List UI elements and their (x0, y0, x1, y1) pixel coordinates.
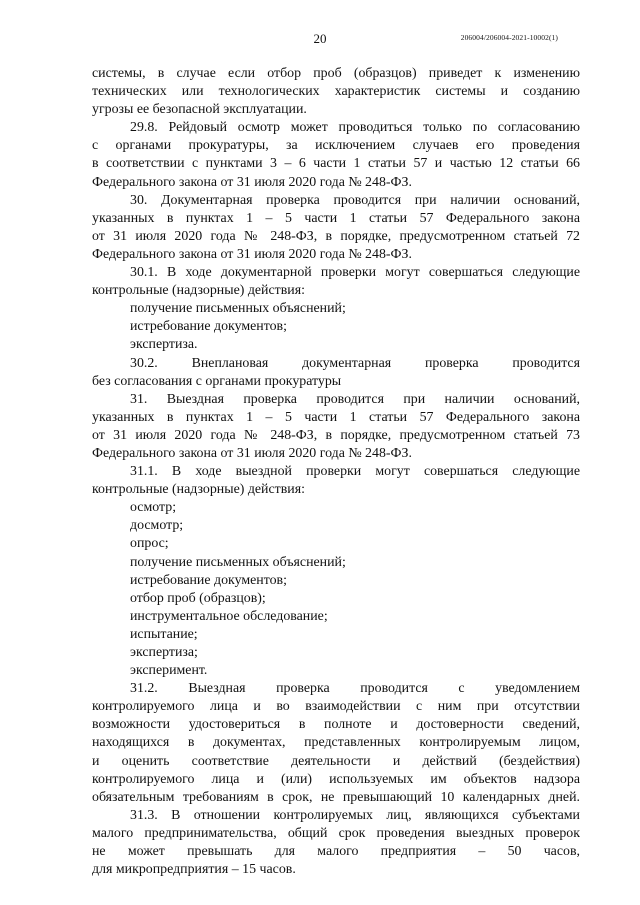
text-line: 30.1. В ходе документарной проверки могут совершаться следующие (130, 265, 580, 281)
text-line: 30.2. Внеплановая документарная проверка проводится (130, 355, 580, 371)
list-item-line: экспертиза. (130, 337, 198, 353)
text-line: малого предпринимательства, общий срок проведения выездных проверок (92, 825, 580, 841)
page-number: 20 (313, 31, 327, 46)
text-line: указанных в пунктах 1 – 5 части 1 статьи 57 Федерального закона (92, 210, 580, 226)
text-line: без согласования с органами прокуратуры (92, 373, 342, 389)
text-line: в соответствии с пунктами 3 – 6 части 1 статьи 57 и частью 12 статьи 66 (92, 156, 580, 172)
text-line: от 31 июля 2020 года № 248-ФЗ, в порядке, предусмотренном статьей 73 (92, 427, 580, 443)
text-line: Федерального закона от 31 июля 2020 года № 248-ФЗ. (92, 445, 412, 461)
text-line: системы, в случае если отбор проб (образцов) приведет к изменению (92, 66, 580, 81)
text-line: контролируемого лица и во взаимодействии с ним при отсутствии (92, 699, 580, 715)
text-line: технических или технологических характеристик системы и созданию (92, 84, 580, 100)
text-line: контролируемого лица и (или) используемых им объектов надзора (92, 771, 580, 787)
document-code: 206004/206004-2021-10002(1) (460, 33, 558, 42)
text-line: 31.3. В отношении контролируемых лиц, являющихся субъектами (130, 807, 580, 823)
text-line: Федерального закона от 31 июля 2020 года № 248-ФЗ. (92, 246, 412, 262)
list-item-line: отбор проб (образцов); (130, 590, 266, 606)
text-line: контрольные (надзорные) действия: (92, 482, 305, 498)
text-line: 29.8. Рейдовый осмотр может проводиться только по согласованию (130, 120, 580, 136)
text-line: с органами прокуратуры, за исключением случаев его проведения (92, 138, 580, 154)
list-item-line: получение письменных объяснений; (130, 301, 346, 317)
text-line: 31. Выездная проверка проводится при наличии оснований, (130, 391, 580, 407)
text-line: обязательным требованиям в срок, не превышающий 10 календарных дней. (92, 789, 580, 805)
list-item-line: получение письменных объяснений; (130, 554, 346, 570)
text-line: для микропредприятия – 15 часов. (92, 862, 296, 878)
text-line: от 31 июля 2020 года № 248-ФЗ, в порядке, предусмотренном статьей 72 (92, 228, 580, 244)
text-line: и оценить соответствие деятельности и действий (бездействия) (92, 753, 580, 769)
list-item-line: досмотр; (130, 518, 184, 534)
list-item-line: истребование документов; (130, 319, 287, 335)
text-line: 30. Документарная проверка проводится при наличии оснований, (130, 192, 580, 208)
text-line: Федерального закона от 31 июля 2020 года № 248-ФЗ. (92, 174, 412, 190)
text-line: контрольные (надзорные) действия: (92, 283, 305, 299)
list-item-line: эксперимент. (130, 663, 208, 679)
list-item-line: истребование документов; (130, 572, 287, 588)
text-line: 31.1. В ходе выездной проверки могут совершаться следующие (130, 464, 580, 480)
text-line: указанных в пунктах 1 – 5 части 1 статьи 57 Федерального закона (92, 409, 580, 425)
text-line: находящихся в документах, представленных контролируемым лицом, (92, 735, 580, 751)
list-item-line: испытание; (130, 626, 198, 642)
text-line: возможности удостовериться в полноте и достоверности сведений, (92, 717, 580, 733)
list-item-line: экспертиза; (130, 645, 198, 660)
body-text (92, 65, 580, 879)
text-line: 31.2. Выездная проверка проводится с уведомлением (130, 681, 580, 697)
list-item-line: опрос; (130, 536, 169, 552)
text-line: не может превышать для малого предприятия – 50 часов, (92, 844, 580, 860)
list-item-line: осмотр; (130, 500, 177, 516)
text-line: угрозы ее безопасной эксплуатации. (92, 102, 307, 118)
list-item-line: инструментальное обследование; (130, 608, 328, 624)
